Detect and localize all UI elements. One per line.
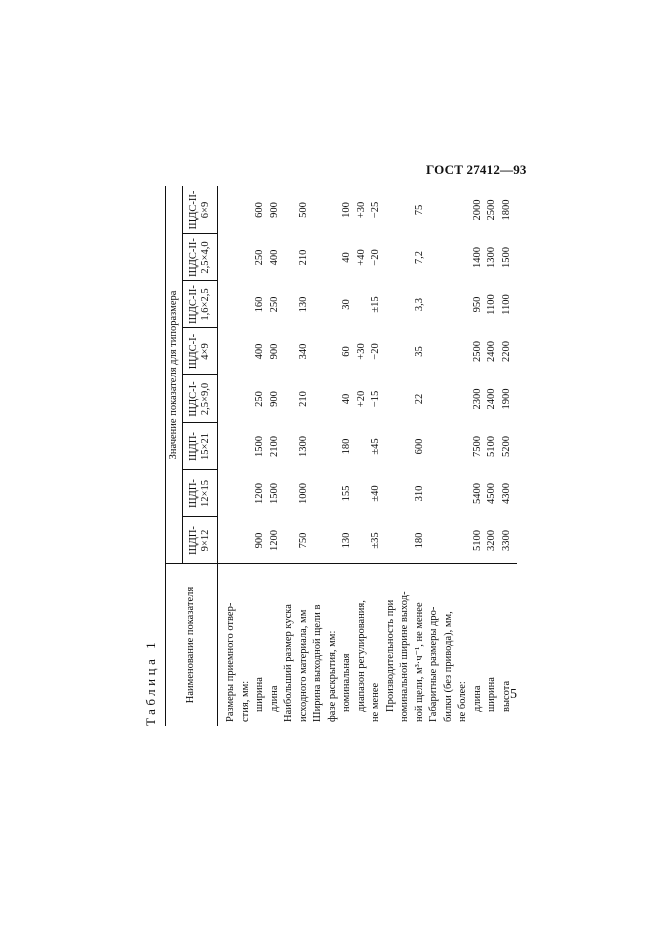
row-label: ной щели, м³·ч⁻¹, не менее	[413, 602, 425, 722]
value-cell	[327, 517, 339, 564]
value-cell: 900	[268, 391, 280, 407]
value-cell	[356, 423, 368, 470]
table-row	[428, 186, 440, 726]
value-cell	[283, 234, 295, 281]
value-cell: 5200	[500, 436, 512, 457]
value-cell	[225, 423, 237, 470]
value-cell	[399, 281, 411, 328]
value-cell	[327, 375, 339, 423]
value-cell	[283, 281, 295, 328]
row-label: Производительность при	[384, 599, 396, 712]
value-cell: +20	[355, 390, 367, 408]
standard-number: ГОСТ 27412—93	[426, 162, 527, 177]
table-row	[443, 186, 455, 726]
value-cell	[240, 517, 252, 564]
value-cell: 250	[268, 296, 280, 313]
value-cell: 40	[341, 252, 352, 263]
value-cell: 1900	[500, 388, 512, 410]
value-cell: 180	[341, 438, 352, 455]
value-cell	[443, 186, 455, 234]
value-cell: −25	[370, 201, 381, 219]
header-bottom-rule	[217, 186, 218, 726]
value-cell: 2500	[486, 199, 497, 221]
row-label: Наибольший размер куска	[283, 604, 294, 722]
row-label: Размеры приемного отвер-	[225, 602, 236, 722]
value-cell: 250	[254, 249, 265, 266]
value-cell	[312, 328, 324, 375]
value-cell	[457, 470, 469, 517]
table-row	[486, 186, 498, 726]
column-header-line: ЩДС-II-	[188, 285, 199, 324]
value-cell	[457, 281, 469, 328]
value-cell	[240, 234, 252, 281]
value-cell: 2400	[486, 388, 497, 410]
value-cell	[428, 234, 440, 281]
value-cell	[428, 375, 440, 423]
value-cell	[428, 470, 440, 517]
value-cell: 1200	[254, 483, 265, 504]
page-number: 5	[510, 687, 517, 702]
column-header	[183, 186, 217, 234]
column-header-line: ЩДС-II-	[188, 238, 199, 277]
value-cell	[312, 470, 324, 517]
value-cell: 400	[268, 249, 280, 266]
value-cell	[225, 517, 237, 564]
value-cell: 2500	[471, 341, 483, 362]
data-table	[165, 186, 517, 726]
value-cell: 750	[297, 532, 309, 549]
value-cell	[385, 517, 397, 564]
value-cell: 40	[341, 393, 352, 405]
row-label: номинальная	[341, 653, 352, 712]
value-cell: 100	[341, 202, 352, 218]
table-row	[283, 186, 295, 726]
value-cell: 1200	[268, 530, 280, 551]
table-row	[341, 186, 353, 726]
value-cell	[457, 186, 469, 234]
value-cell	[312, 375, 324, 423]
value-cell: 2400	[486, 341, 497, 362]
value-cell	[428, 281, 440, 328]
column-header-line: 9×12	[200, 529, 211, 552]
value-cell: +30	[355, 343, 367, 360]
column-header-line: 2,5×9,0	[200, 382, 211, 416]
value-cell: 22	[413, 393, 425, 405]
value-cell	[457, 517, 469, 564]
value-cell: 600	[254, 202, 265, 218]
value-cell	[399, 186, 411, 234]
table-row	[501, 186, 513, 726]
row-label: исходного материала, мм	[297, 609, 309, 722]
value-cell	[283, 517, 295, 564]
table-caption: Таблица 1	[143, 638, 158, 726]
column-header-line: ЩДС-I-	[188, 381, 199, 417]
value-cell	[225, 186, 237, 234]
value-cell: 1100	[500, 294, 512, 315]
value-cell	[399, 470, 411, 517]
value-cell: 5100	[471, 530, 483, 551]
row-label: билки (без привода), мм,	[442, 611, 454, 722]
value-cell: 600	[413, 438, 425, 455]
name-column-header: Наименование показателя	[185, 586, 196, 704]
table-row	[385, 186, 397, 726]
value-cell	[225, 234, 237, 281]
value-cell	[399, 375, 411, 423]
value-cell	[399, 517, 411, 564]
value-cell: ±15	[370, 296, 381, 313]
value-cell: 30	[341, 299, 352, 310]
value-cell	[356, 281, 368, 328]
value-cell	[240, 281, 252, 328]
value-cell: 130	[297, 296, 309, 313]
value-cell	[312, 281, 324, 328]
value-cell	[428, 423, 440, 470]
column-header-line: 2,5×4,0	[200, 241, 211, 274]
value-cell	[327, 186, 339, 234]
row-label: фазе раскрытия, мм:	[326, 630, 338, 722]
value-cell	[240, 375, 252, 423]
value-cell	[283, 186, 295, 234]
value-cell	[428, 517, 440, 564]
value-cell	[457, 234, 469, 281]
row-label: высота	[500, 680, 512, 712]
table-row	[414, 186, 426, 726]
row-label: ширина	[254, 677, 265, 712]
value-cell	[385, 281, 397, 328]
row-label: длина	[471, 685, 483, 712]
value-cell	[385, 423, 397, 470]
value-cell	[283, 423, 295, 470]
table-row	[298, 186, 310, 726]
value-cell: 310	[413, 485, 425, 502]
column-header-line: 4×9	[200, 343, 211, 360]
value-cell: 1300	[297, 436, 309, 457]
value-cell	[457, 423, 469, 470]
value-cell	[356, 470, 368, 517]
value-cell	[399, 328, 411, 375]
value-cell	[225, 328, 237, 375]
value-cell	[240, 470, 252, 517]
column-header-line: ЩДП-	[188, 526, 199, 555]
value-cell	[385, 186, 397, 234]
value-cell: 250	[254, 391, 265, 407]
value-cell	[399, 234, 411, 281]
value-cell	[225, 375, 237, 423]
value-cell	[312, 234, 324, 281]
value-cell: 180	[413, 532, 425, 549]
value-cell: 1500	[500, 247, 512, 268]
table-row	[472, 186, 484, 726]
value-cell: 900	[268, 202, 280, 218]
value-cell: 160	[254, 296, 265, 313]
value-cell: +40	[355, 249, 367, 266]
value-cell	[283, 470, 295, 517]
row-label: не более:	[457, 681, 468, 722]
value-cell: 7,2	[413, 250, 425, 265]
value-cell: 2100	[268, 436, 280, 457]
value-cell	[385, 375, 397, 423]
column-header-line: ЩДС-II-	[188, 190, 199, 230]
table-row	[370, 186, 382, 726]
value-cell	[240, 186, 252, 234]
value-cell: 75	[413, 204, 425, 216]
value-cell	[240, 328, 252, 375]
value-cell	[240, 423, 252, 470]
value-column-header: Значение показателя для типоразмера	[168, 290, 179, 460]
value-cell: 210	[297, 391, 309, 407]
column-header	[183, 470, 217, 517]
value-cell	[443, 328, 455, 375]
value-cell	[327, 423, 339, 470]
value-cell	[443, 470, 455, 517]
rotated-table-block	[143, 186, 517, 726]
table-row	[225, 186, 237, 726]
value-cell	[225, 281, 237, 328]
value-cell	[312, 517, 324, 564]
value-cell	[283, 375, 295, 423]
value-cell: 3200	[486, 530, 497, 551]
value-cell	[356, 517, 368, 564]
value-cell: −20	[370, 249, 381, 266]
row-label: длина	[268, 685, 280, 712]
table-row	[457, 186, 469, 726]
value-cell	[312, 186, 324, 234]
table-row	[240, 186, 252, 726]
value-cell: 4300	[500, 483, 512, 504]
table-row	[269, 186, 281, 726]
column-header-line: ЩДП-	[188, 432, 199, 461]
column-header	[183, 281, 217, 328]
value-cell	[385, 470, 397, 517]
value-cell	[443, 375, 455, 423]
value-cell	[443, 234, 455, 281]
column-header-line: ЩДП-	[188, 479, 199, 508]
value-cell: 1300	[486, 247, 497, 268]
value-cell: 7500	[471, 436, 483, 457]
value-cell: 3,3	[413, 297, 425, 312]
value-cell: 1500	[254, 436, 265, 457]
value-cell: 1100	[486, 294, 497, 315]
value-cell	[443, 281, 455, 328]
row-label: Ширина выходной щели в	[312, 604, 323, 722]
value-cell	[457, 328, 469, 375]
value-cell: 155	[341, 485, 352, 502]
column-header	[183, 375, 217, 423]
value-cell	[443, 517, 455, 564]
value-cell	[327, 281, 339, 328]
column-header	[183, 517, 217, 564]
row-label: стия, мм:	[239, 680, 251, 722]
column-header	[183, 328, 217, 375]
value-cell	[428, 328, 440, 375]
value-cell: 2200	[500, 341, 512, 362]
column-header-line: 15×21	[200, 433, 211, 460]
value-cell: 900	[254, 532, 265, 549]
value-cell: ±40	[370, 485, 381, 502]
row-label: не менее	[370, 682, 381, 722]
value-cell	[428, 186, 440, 234]
row-label: диапазон регулирования,	[355, 600, 367, 712]
value-cell	[327, 470, 339, 517]
column-header	[183, 234, 217, 281]
value-cell: 1500	[268, 483, 280, 504]
value-cell: 210	[297, 249, 309, 266]
value-cell	[385, 328, 397, 375]
value-cell: 60	[341, 346, 352, 357]
value-cell: 400	[254, 343, 265, 360]
value-cell: 1000	[297, 483, 309, 504]
value-cell	[385, 234, 397, 281]
value-cell	[312, 423, 324, 470]
value-cell	[327, 328, 339, 375]
value-cell: 340	[297, 343, 309, 360]
value-cell	[283, 328, 295, 375]
value-cell: 2000	[471, 199, 483, 221]
value-cell: 950	[471, 296, 483, 313]
value-cell	[225, 470, 237, 517]
table-row	[399, 186, 411, 726]
value-cell: 2300	[471, 388, 483, 410]
value-cell: −15	[370, 390, 381, 408]
row-label: ширина	[486, 677, 497, 712]
value-cell: 3300	[500, 530, 512, 551]
value-cell	[443, 423, 455, 470]
value-cell	[327, 234, 339, 281]
row-label: Габаритные размеры дро-	[428, 606, 439, 722]
value-cell	[457, 375, 469, 423]
value-cell: ±35	[370, 532, 381, 549]
column-header-line: 1,6×2,5	[200, 288, 211, 321]
value-cell: 900	[268, 343, 280, 360]
value-cell: 5100	[486, 436, 497, 457]
row-label: номинальной ширине выход-	[399, 591, 410, 722]
value-cell: 35	[413, 346, 425, 357]
column-header-line: ЩДС-I-	[188, 333, 199, 370]
value-cell	[399, 423, 411, 470]
table-row	[327, 186, 339, 726]
value-cell: 1800	[500, 199, 512, 221]
value-cell: 1400	[471, 247, 483, 268]
value-cell: 4500	[486, 483, 497, 504]
column-header	[183, 423, 217, 470]
column-header-line: 12×15	[200, 480, 211, 507]
table-row	[312, 186, 324, 726]
column-header-line: 6×9	[200, 201, 211, 219]
value-cell: −20	[370, 343, 381, 360]
value-cell: 5400	[471, 483, 483, 504]
value-cell: +30	[355, 201, 367, 219]
value-cell: 130	[341, 532, 352, 549]
value-cell: ±45	[370, 438, 381, 455]
value-cell: 500	[297, 202, 309, 218]
table-row	[356, 186, 368, 726]
table-row	[254, 186, 266, 726]
